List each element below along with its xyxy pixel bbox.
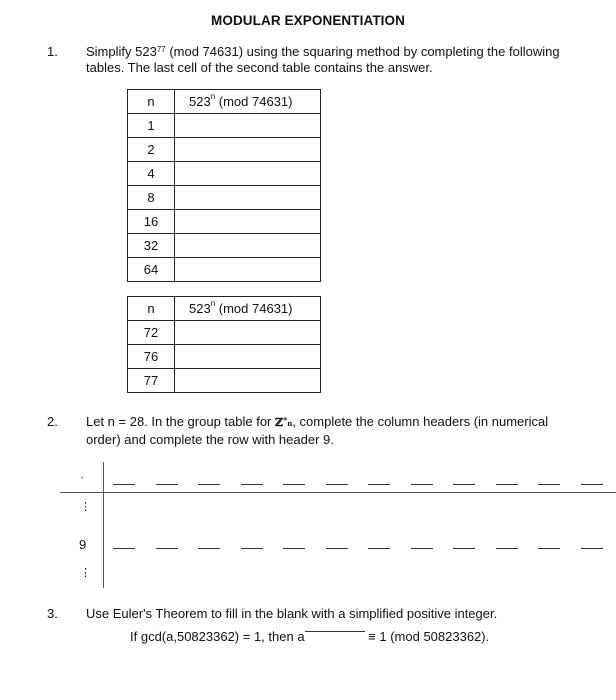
column-header-blank[interactable] — [198, 484, 220, 485]
q1-text-b: (mod 74631) using the squaring method by completing the following — [165, 44, 560, 59]
row-entry-blank[interactable] — [496, 548, 518, 549]
table-header-row — [128, 297, 321, 321]
column-header-blank[interactable] — [368, 484, 390, 485]
row-entry-blank[interactable] — [581, 548, 603, 549]
table-row — [128, 186, 321, 210]
table-header-row — [128, 90, 321, 114]
q3-line2-b: ≡ 1 (mod 50823362). — [364, 629, 490, 644]
group-table-header-divider — [60, 492, 616, 493]
answer-cell[interactable] — [175, 258, 321, 282]
table-row — [128, 321, 321, 345]
answer-cell[interactable] — [175, 138, 321, 162]
header-value: 523$^n$ (mod 74631) — [175, 297, 321, 321]
answer-cell[interactable] — [175, 186, 321, 210]
column-header-blank[interactable] — [453, 484, 475, 485]
answer-cell[interactable] — [175, 321, 321, 345]
q2-text-b: , complete the column headers (in numerical — [292, 414, 549, 429]
page-title: MODULAR EXPONENTIATION — [211, 13, 405, 28]
answer-cell[interactable] — [175, 114, 321, 138]
answer-cell[interactable] — [175, 162, 321, 186]
q2-text-c: order) and complete the row with header 9. — [86, 432, 334, 447]
column-header-blank[interactable] — [283, 484, 305, 485]
final-answer-cell[interactable] — [175, 369, 321, 393]
table-row — [128, 369, 321, 393]
q1-text-a: Simplify 523 — [86, 44, 157, 59]
table-row — [128, 138, 321, 162]
answer-cell[interactable] — [175, 345, 321, 369]
row-n: 72 — [128, 321, 175, 345]
exponent-blank[interactable] — [305, 631, 365, 632]
answer-cell[interactable] — [175, 210, 321, 234]
row-n: 1 — [128, 114, 175, 138]
row-entry-blank[interactable] — [156, 548, 178, 549]
row-n: 64 — [128, 258, 175, 282]
vdots-bottom: ⋮ — [80, 567, 91, 579]
row-entry-blank[interactable] — [326, 548, 348, 549]
table-row — [128, 258, 321, 282]
question-3-line2 — [130, 629, 489, 645]
squaring-table-2 — [127, 296, 321, 393]
header-value: 523$^n$ (mod 74631) — [175, 90, 321, 114]
table-row — [128, 162, 321, 186]
q1-exponent: 77 — [156, 45, 166, 54]
q3-line2-a: If gcd(a,50823362) = 1, then a — [130, 629, 305, 644]
header-n: n — [128, 297, 175, 321]
question-3-text: Use Euler's Theorem to fill in the blank with a simplified positive integer. — [86, 606, 498, 621]
column-header-blank[interactable] — [241, 484, 263, 485]
question-2-text — [86, 414, 596, 448]
row-n: 2 — [128, 138, 175, 162]
row-entry-blank[interactable] — [198, 548, 220, 549]
question-2-number: 2. — [47, 414, 58, 429]
header-n: n — [128, 90, 175, 114]
row-entry-blank[interactable] — [113, 548, 135, 549]
q1-text-c: tables. The last cell of the second table contains the answer. — [86, 60, 433, 75]
question-1-text — [86, 44, 596, 76]
row-n: 8 — [128, 186, 175, 210]
column-header-blank[interactable] — [538, 484, 560, 485]
row-n: 77 — [128, 369, 175, 393]
column-header-blank[interactable] — [113, 484, 135, 485]
table-row — [128, 210, 321, 234]
row-entry-blank[interactable] — [453, 548, 475, 549]
row-n: 16 — [128, 210, 175, 234]
row-header-9: 9 — [79, 537, 87, 552]
answer-cell[interactable] — [175, 234, 321, 258]
row-entry-blank[interactable] — [411, 548, 433, 549]
column-header-blank[interactable] — [581, 484, 603, 485]
vdots-top: ⋮ — [80, 501, 91, 513]
group-symbol: ℤ*n — [275, 415, 293, 429]
column-header-blank[interactable] — [326, 484, 348, 485]
q2-text-a: Let n = 28. In the group table for — [86, 414, 275, 429]
row-n: 4 — [128, 162, 175, 186]
row-n: 76 — [128, 345, 175, 369]
column-header-blank[interactable] — [156, 484, 178, 485]
row-entry-blank[interactable] — [241, 548, 263, 549]
row-n: 32 — [128, 234, 175, 258]
row-entry-blank[interactable] — [538, 548, 560, 549]
table-row — [128, 345, 321, 369]
table-row — [128, 234, 321, 258]
column-header-blank[interactable] — [411, 484, 433, 485]
row-entry-blank[interactable] — [283, 548, 305, 549]
question-1-number: 1. — [47, 44, 58, 59]
column-header-blank[interactable] — [496, 484, 518, 485]
table-row — [128, 114, 321, 138]
group-operation-corner: · — [80, 470, 84, 484]
squaring-table-1 — [127, 89, 321, 282]
row-entry-blank[interactable] — [368, 548, 390, 549]
group-table-row-divider — [103, 462, 104, 588]
question-3-number: 3. — [47, 606, 58, 621]
